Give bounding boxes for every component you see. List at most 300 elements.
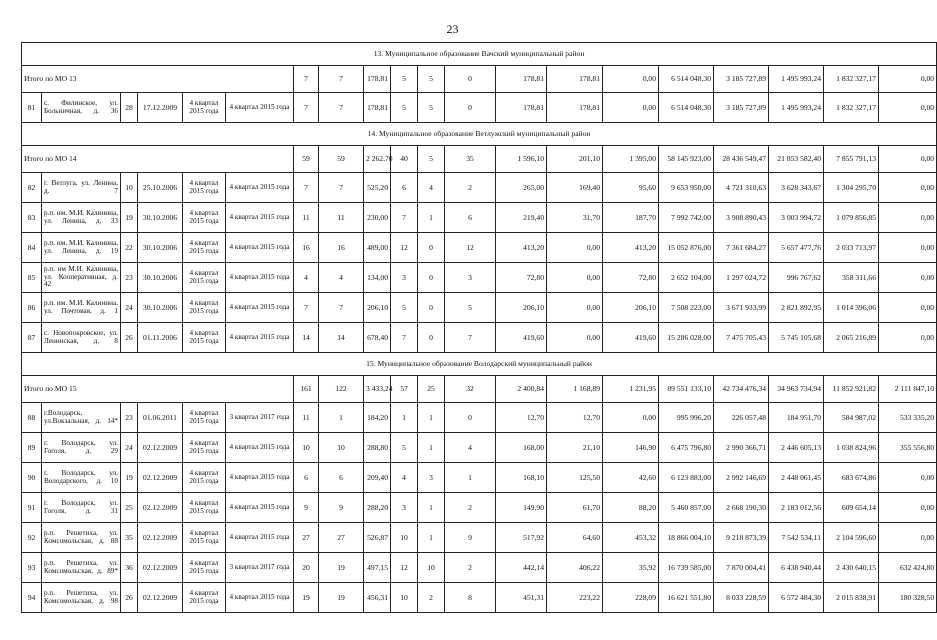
document-date: 30.10.2006 [138, 233, 183, 263]
value-cell: 10 [294, 433, 319, 463]
value-cell: 683 674,86 [824, 463, 879, 493]
value-cell: 7 992 742,00 [659, 203, 714, 233]
row-number: 94 [22, 583, 42, 613]
planned-quarter: 4 квартал 2015 года [183, 203, 226, 233]
total-value: 0,00 [879, 66, 937, 93]
value-cell: 206,10 [364, 293, 391, 323]
total-value: 5 [418, 66, 445, 93]
value-cell: 4 [294, 263, 319, 293]
value-cell: 0 [418, 323, 445, 353]
value-cell: 609 654,14 [824, 493, 879, 523]
planned-quarter: 4 квартал 2015 года [183, 403, 226, 433]
value-cell: 1 [418, 203, 445, 233]
row-number: 87 [22, 323, 42, 353]
value-cell: 1 014 396,06 [824, 293, 879, 323]
value-cell: 358 311,66 [824, 263, 879, 293]
value-cell: 456,31 [364, 583, 391, 613]
section-header-row [22, 353, 937, 376]
value-cell: 7 361 684,27 [714, 233, 769, 263]
value-cell: 12,70 [547, 403, 603, 433]
value-cell: 451,31 [496, 583, 547, 613]
value-cell: 223,22 [547, 583, 603, 613]
value-cell: 0,00 [879, 203, 937, 233]
value-cell: 10 [319, 433, 364, 463]
value-cell: 7 [294, 293, 319, 323]
total-value: 7 855 791,13 [824, 146, 879, 173]
value-cell: 15 286 028,00 [659, 323, 714, 353]
value-cell: 11 [294, 203, 319, 233]
completion-quarter: 4 квартал 2015 года [226, 583, 294, 613]
section-title: 14. Муниципальное образование Ветлужский муниципальный район [22, 123, 937, 146]
document-number: 19 [121, 463, 138, 493]
value-cell: 2 990 366,71 [714, 433, 769, 463]
value-cell: 21,10 [547, 433, 603, 463]
total-value: 7 [319, 66, 364, 93]
value-cell: 5 745 105,68 [769, 323, 824, 353]
value-cell: 72,80 [603, 263, 659, 293]
total-value: 2 262,70 [364, 146, 391, 173]
value-cell: 2 [445, 493, 496, 523]
value-cell: 184 951,70 [769, 403, 824, 433]
value-cell: 995 996,20 [659, 403, 714, 433]
value-cell: 0,00 [547, 233, 603, 263]
document-date: 01.11.2006 [138, 323, 183, 353]
value-cell: 206,10 [603, 293, 659, 323]
value-cell: 2 183 012,56 [769, 493, 824, 523]
value-cell: 3 628 343,67 [769, 173, 824, 203]
total-value: 178,81 [547, 66, 603, 93]
planned-quarter: 4 квартал 2015 года [183, 233, 226, 263]
value-cell: 3 671 933,99 [714, 293, 769, 323]
value-cell: 20 [294, 553, 319, 583]
value-cell: 0 [418, 263, 445, 293]
value-cell: 1 [445, 463, 496, 493]
value-cell: 0,00 [879, 463, 937, 493]
document-date: 02.12.2009 [138, 493, 183, 523]
value-cell: 8 033 228,59 [714, 583, 769, 613]
value-cell: 168,10 [496, 463, 547, 493]
value-cell: 406,22 [547, 553, 603, 583]
completion-quarter: 4 квартал 2015 года [226, 233, 294, 263]
value-cell: 219,40 [496, 203, 547, 233]
value-cell: 678,40 [364, 323, 391, 353]
planned-quarter: 4 квартал 2015 года [183, 263, 226, 293]
value-cell: 0,00 [879, 173, 937, 203]
total-value: 2 400,84 [496, 376, 547, 403]
document-number: 26 [121, 583, 138, 613]
total-value: 1 395,00 [603, 146, 659, 173]
value-cell: 10 [391, 523, 418, 553]
value-cell: 8 [445, 583, 496, 613]
address-cell: р.п. Решетиха, ул. Комсомольская, д. 98 [42, 583, 121, 613]
value-cell: 0,00 [603, 93, 659, 123]
value-cell: 1 [418, 493, 445, 523]
value-cell: 413,20 [496, 233, 547, 263]
value-cell: 178,81 [547, 93, 603, 123]
planned-quarter: 4 квартал 2015 года [183, 293, 226, 323]
value-cell: 5 [418, 93, 445, 123]
value-cell: 178,81 [496, 93, 547, 123]
value-cell: 209,40 [364, 463, 391, 493]
row-number: 90 [22, 463, 42, 493]
value-cell: 7 542 534,11 [769, 523, 824, 553]
total-label: Итого по МО 14 [22, 146, 294, 173]
value-cell: 4 721 310,63 [714, 173, 769, 203]
completion-quarter: 4 квартал 2015 года [226, 93, 294, 123]
value-cell: 4 [319, 263, 364, 293]
document-date: 17.12.2009 [138, 93, 183, 123]
value-cell: 442,14 [496, 553, 547, 583]
value-cell: 10 [391, 583, 418, 613]
value-cell: 0,00 [879, 263, 937, 293]
total-label: Итого по МО 15 [22, 376, 294, 403]
page-number: 23 [446, 22, 459, 36]
planned-quarter: 4 квартал 2015 года [183, 523, 226, 553]
total-value: 25 [418, 376, 445, 403]
value-cell: 7 [294, 173, 319, 203]
document-number: 36 [121, 553, 138, 583]
value-cell: 0 [445, 93, 496, 123]
completion-quarter: 4 квартал 2015 года [226, 463, 294, 493]
total-row [22, 376, 937, 403]
document-date: 25.10.2006 [138, 173, 183, 203]
value-cell: 355 556,80 [879, 433, 937, 463]
value-cell: 9 653 950,00 [659, 173, 714, 203]
document-date: 30.10.2006 [138, 293, 183, 323]
value-cell: 4 [418, 173, 445, 203]
value-cell: 88,20 [603, 493, 659, 523]
document-number: 25 [121, 493, 138, 523]
value-cell: 15 052 876,00 [659, 233, 714, 263]
value-cell: 31,70 [547, 203, 603, 233]
value-cell: 187,70 [603, 203, 659, 233]
total-value: 89 551 133,10 [659, 376, 714, 403]
value-cell: 6 [445, 203, 496, 233]
value-cell: 996 767,62 [769, 263, 824, 293]
value-cell: 419,60 [603, 323, 659, 353]
value-cell: 2 065 216,89 [824, 323, 879, 353]
document-date: 30.10.2006 [138, 203, 183, 233]
planned-quarter: 4 квартал 2015 года [183, 433, 226, 463]
value-cell: 7 [319, 93, 364, 123]
value-cell: 2 [445, 553, 496, 583]
total-value: 0 [445, 66, 496, 93]
value-cell: 2 [445, 173, 496, 203]
document-number: 28 [121, 93, 138, 123]
value-cell: 1 [319, 403, 364, 433]
value-cell: 9 [294, 493, 319, 523]
value-cell: 3 003 994,72 [769, 203, 824, 233]
value-cell: 14 [294, 323, 319, 353]
total-row [22, 66, 937, 93]
value-cell: 413,20 [603, 233, 659, 263]
table-row [22, 293, 937, 323]
value-cell: 288,80 [364, 433, 391, 463]
row-number: 81 [22, 93, 42, 123]
table-row [22, 493, 937, 523]
total-value: 6 514 048,30 [659, 66, 714, 93]
value-cell: 533 335,20 [879, 403, 937, 433]
address-cell: с. Новопокровское, ул. Ленинская, д. 8 [42, 323, 121, 353]
value-cell: 16 [294, 233, 319, 263]
document-number: 24 [121, 293, 138, 323]
value-cell: 27 [319, 523, 364, 553]
value-cell: 0,00 [879, 523, 937, 553]
data-table [21, 42, 937, 613]
section-title: 15. Муниципальное образование Володарский муниципальный район [22, 353, 937, 376]
value-cell: 2 015 838,91 [824, 583, 879, 613]
total-value: 3 433,24 [364, 376, 391, 403]
address-cell: г. Володарск, ул. Гоголя, д. 29 [42, 433, 121, 463]
table-row [22, 323, 937, 353]
value-cell: 6 514 048,30 [659, 93, 714, 123]
value-cell: 12,70 [496, 403, 547, 433]
total-value: 122 [319, 376, 364, 403]
address-cell: р.п. им. М.И. Калинина, ул. Почтовая, д. 1 [42, 293, 121, 323]
total-value: 11 852 921,82 [824, 376, 879, 403]
address-cell: р.п. Решетиха, ул. Комсомольская, д. 89* [42, 553, 121, 583]
total-value: 21 853 582,40 [769, 146, 824, 173]
value-cell: 42,60 [603, 463, 659, 493]
value-cell: 1 297 024,72 [714, 263, 769, 293]
completion-quarter: 4 квартал 2015 года [226, 493, 294, 523]
value-cell: 0,00 [879, 93, 937, 123]
value-cell: 5 [445, 293, 496, 323]
value-cell: 3 [445, 263, 496, 293]
value-cell: 12 [391, 553, 418, 583]
total-value: 3 185 727,89 [714, 66, 769, 93]
value-cell: 1 [418, 403, 445, 433]
value-cell: 11 [294, 403, 319, 433]
row-number: 85 [22, 263, 42, 293]
total-value: 178,81 [496, 66, 547, 93]
total-value: 35 [445, 146, 496, 173]
planned-quarter: 4 квартал 2015 года [183, 173, 226, 203]
total-value: 32 [445, 376, 496, 403]
value-cell: 2 033 713,97 [824, 233, 879, 263]
planned-quarter: 4 квартал 2015 года [183, 93, 226, 123]
value-cell: 16 739 585,00 [659, 553, 714, 583]
value-cell: 134,00 [364, 263, 391, 293]
document-date: 02.12.2009 [138, 553, 183, 583]
value-cell: 6 475 796,80 [659, 433, 714, 463]
planned-quarter: 4 квартал 2015 года [183, 493, 226, 523]
table-row [22, 463, 937, 493]
value-cell: 1 [418, 433, 445, 463]
value-cell: 0,00 [879, 323, 937, 353]
address-cell: р.п. им М.И. Калинина, ул. Кооперативная, д. 42 [42, 263, 121, 293]
value-cell: 7 [319, 293, 364, 323]
value-cell: 0,00 [879, 233, 937, 263]
value-cell: 0,00 [879, 293, 937, 323]
total-value: 161 [294, 376, 319, 403]
table-row [22, 263, 937, 293]
value-cell: 149,90 [496, 493, 547, 523]
value-cell: 19 [319, 553, 364, 583]
value-cell: 3 [391, 263, 418, 293]
table-row [22, 233, 937, 263]
value-cell: 2 652 104,00 [659, 263, 714, 293]
row-number: 93 [22, 553, 42, 583]
value-cell: 453,32 [603, 523, 659, 553]
value-cell: 180 328,50 [879, 583, 937, 613]
value-cell: 27 [294, 523, 319, 553]
value-cell: 64,60 [547, 523, 603, 553]
value-cell: 7 508 223,00 [659, 293, 714, 323]
completion-quarter: 4 квартал 2015 года [226, 203, 294, 233]
table-row [22, 433, 937, 463]
value-cell: 0,00 [547, 293, 603, 323]
total-value: 201,10 [547, 146, 603, 173]
table-row [22, 93, 937, 123]
value-cell: 1 038 824,96 [824, 433, 879, 463]
planned-quarter: 4 квартал 2015 года [183, 553, 226, 583]
total-label: Итого по МО 13 [22, 66, 294, 93]
completion-quarter: 3 квартал 2017 года [226, 553, 294, 583]
section-header-row [22, 43, 937, 66]
total-value: 28 436 549,47 [714, 146, 769, 173]
total-value: 59 [319, 146, 364, 173]
document-number: 23 [121, 263, 138, 293]
value-cell: 95,60 [603, 173, 659, 203]
value-cell: 178,81 [364, 93, 391, 123]
document-number: 10 [121, 173, 138, 203]
value-cell: 206,10 [496, 293, 547, 323]
document-number: 26 [121, 323, 138, 353]
value-cell: 0,00 [879, 493, 937, 523]
value-cell: 168,00 [496, 433, 547, 463]
value-cell: 0,00 [547, 323, 603, 353]
row-number: 88 [22, 403, 42, 433]
value-cell: 6 [319, 463, 364, 493]
completion-quarter: 4 квартал 2015 года [226, 173, 294, 203]
value-cell: 2 446 605,13 [769, 433, 824, 463]
total-value: 1 495 993,24 [769, 66, 824, 93]
completion-quarter: 4 квартал 2015 года [226, 523, 294, 553]
value-cell: 9 [445, 523, 496, 553]
table-row [22, 173, 937, 203]
value-cell: 4 [391, 463, 418, 493]
value-cell: 5 657 477,76 [769, 233, 824, 263]
value-cell: 1 495 993,24 [769, 93, 824, 123]
value-cell: 35,92 [603, 553, 659, 583]
value-cell: 584 987,02 [824, 403, 879, 433]
value-cell: 0 [418, 233, 445, 263]
value-cell: 18 866 004,10 [659, 523, 714, 553]
value-cell: 11 [319, 203, 364, 233]
total-value: 40 [391, 146, 418, 173]
value-cell: 0 [418, 293, 445, 323]
total-value: 1 168,89 [547, 376, 603, 403]
total-value: 2 111 847,10 [879, 376, 937, 403]
table-row [22, 583, 937, 613]
value-cell: 1 304 295,70 [824, 173, 879, 203]
value-cell: 3 [418, 463, 445, 493]
value-cell: 6 438 940,44 [769, 553, 824, 583]
value-cell: 6 [391, 173, 418, 203]
value-cell: 61,70 [547, 493, 603, 523]
value-cell: 1 [391, 403, 418, 433]
row-number: 91 [22, 493, 42, 523]
value-cell: 632 424,80 [879, 553, 937, 583]
row-number: 86 [22, 293, 42, 323]
value-cell: 19 [319, 583, 364, 613]
document-number: 24 [121, 433, 138, 463]
total-row [22, 146, 937, 173]
value-cell: 3 908 890,43 [714, 203, 769, 233]
value-cell: 2 104 596,60 [824, 523, 879, 553]
address-cell: г.Володарск, ул.Вокзальная, д. 14* [42, 403, 121, 433]
value-cell: 6 572 484,30 [769, 583, 824, 613]
value-cell: 1 079 856,85 [824, 203, 879, 233]
value-cell: 6 123 883,00 [659, 463, 714, 493]
value-cell: 9 [319, 493, 364, 523]
value-cell: 5 [391, 93, 418, 123]
address-cell: р.п. им. М.И. Калинина, ул. Ленина, д. 19 [42, 233, 121, 263]
total-value: 7 [294, 66, 319, 93]
value-cell: 4 [445, 433, 496, 463]
total-value: 1 231,95 [603, 376, 659, 403]
value-cell: 125,50 [547, 463, 603, 493]
total-value: 59 [294, 146, 319, 173]
total-value: 42 734 476,34 [714, 376, 769, 403]
value-cell: 5 [391, 433, 418, 463]
value-cell: 230,00 [364, 203, 391, 233]
total-value: 34 963 734,94 [769, 376, 824, 403]
value-cell: 2 668 190,30 [714, 493, 769, 523]
completion-quarter: 3 квартал 2017 года [226, 403, 294, 433]
value-cell: 19 [294, 583, 319, 613]
section-header-row [22, 123, 937, 146]
document-date: 02.12.2009 [138, 523, 183, 553]
address-cell: с. Филинское, ул. Больничная, д. 36 [42, 93, 121, 123]
completion-quarter: 4 квартал 2015 года [226, 433, 294, 463]
document-number: 19 [121, 203, 138, 233]
total-value: 5 [391, 66, 418, 93]
document-date: 30.10.2006 [138, 263, 183, 293]
value-cell: 16 [319, 233, 364, 263]
value-cell: 72,80 [496, 263, 547, 293]
document-number: 35 [121, 523, 138, 553]
document-date: 02.12.2009 [138, 463, 183, 493]
value-cell: 6 [294, 463, 319, 493]
value-cell: 497,15 [364, 553, 391, 583]
value-cell: 5 [391, 293, 418, 323]
value-cell: 7 475 705,43 [714, 323, 769, 353]
value-cell: 5 460 857,00 [659, 493, 714, 523]
total-value: 0,00 [879, 146, 937, 173]
value-cell: 169,40 [547, 173, 603, 203]
value-cell: 14 [319, 323, 364, 353]
planned-quarter: 4 квартал 2015 года [183, 463, 226, 493]
value-cell: 2 430 640,15 [824, 553, 879, 583]
total-value: 178,81 [364, 66, 391, 93]
completion-quarter: 4 квартал 2015 года [226, 323, 294, 353]
address-cell: г. Ветлуга, ул. Ленина, д. 7 [42, 173, 121, 203]
row-number: 92 [22, 523, 42, 553]
value-cell: 226 057,48 [714, 403, 769, 433]
value-cell: 2 992 146,69 [714, 463, 769, 493]
total-value: 0,00 [603, 66, 659, 93]
address-cell: р.п. Решетиха, ул. Комсомольская, д. 88 [42, 523, 121, 553]
document-number: 22 [121, 233, 138, 263]
value-cell: 7 [319, 173, 364, 203]
value-cell: 7 [294, 93, 319, 123]
value-cell: 525,20 [364, 173, 391, 203]
planned-quarter: 4 квартал 2015 года [183, 583, 226, 613]
value-cell: 288,20 [364, 493, 391, 523]
value-cell: 0,00 [547, 263, 603, 293]
